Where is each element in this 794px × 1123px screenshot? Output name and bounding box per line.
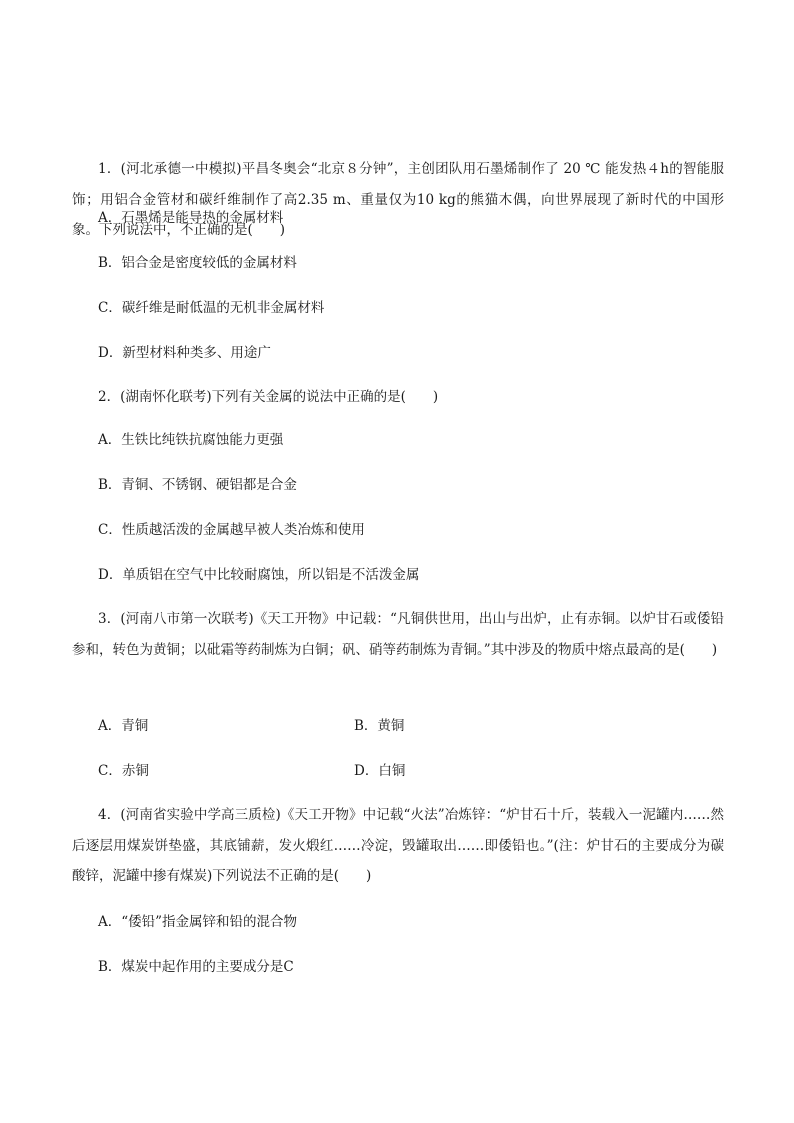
question-3-option-c: C．赤铜 [98,763,149,779]
question-1-stem: 1．(河北承德一中模拟)平昌冬奥会“北京８分钟”，主创团队用石墨烯制作了 20 ℃ 能发热４h的智能服饰；用铝合金管材和碳纤维制作了高2.35 m、重量仅为10 kg的熊猫木偶，向世界展现了新时代的中国形象。下列说法中，不正确的是( ) [72,161,724,238]
question-1-option-b: B．铝合金是密度较低的金属材料 [98,255,297,271]
question-3-option-d: D．白铜 [354,763,406,779]
question-1-option-d: D．新型材料种类多、用途广 [98,345,271,361]
question-2-option-d: D．单质铝在空气中比较耐腐蚀，所以铝是不活泼金属 [98,567,420,583]
question-2-option-a: A．生铁比纯铁抗腐蚀能力更强 [98,432,284,448]
question-4-option-b: B．煤炭中起作用的主要成分是C [98,959,294,975]
question-4-stem: 4．(河南省实验中学高三质检)《天工开物》中记载“火法”冶炼锌：“炉甘石十斤，装载入一泥罐内……然后逐层用煤炭饼垫盛，其底铺薪，发火煅红……冷淀，毁罐取出……即倭铅也。”(注：炉甘石的主要成分为碳酸锌，泥罐中掺有煤炭)下列说法不正确的是( ) [72,807,724,884]
question-1-option-c: C．碳纤维是耐低温的无机非金属材料 [98,300,325,316]
question-1-option-a: A．石墨烯是能导热的金属材料 [98,210,284,226]
question-2-option-b: B．青铜、不锈钢、硬铝都是合金 [98,477,297,493]
question-2-option-c: C．性质越活泼的金属越早被人类冶炼和使用 [98,522,365,538]
question-2-stem: 2．(湖南怀化联考)下列有关金属的说法中正确的是( ) [98,389,439,405]
question-3-option-a: A．青铜 [98,718,149,734]
question-3-stem: 3．(河南八市第一次联考)《天工开物》中记载：“凡铜供世用，出山与出炉，止有赤铜。以炉甘石或倭铅参和，转色为黄铜；以砒霜等药制炼为白铜；矾、硝等药制炼为青铜。”其中涉及的物质中熔点最高的是( ) [72,611,724,658]
question-4-option-a: A．“倭铅”指金属锌和铅的混合物 [98,914,298,930]
question-3-option-b: B．黄铜 [354,718,405,734]
